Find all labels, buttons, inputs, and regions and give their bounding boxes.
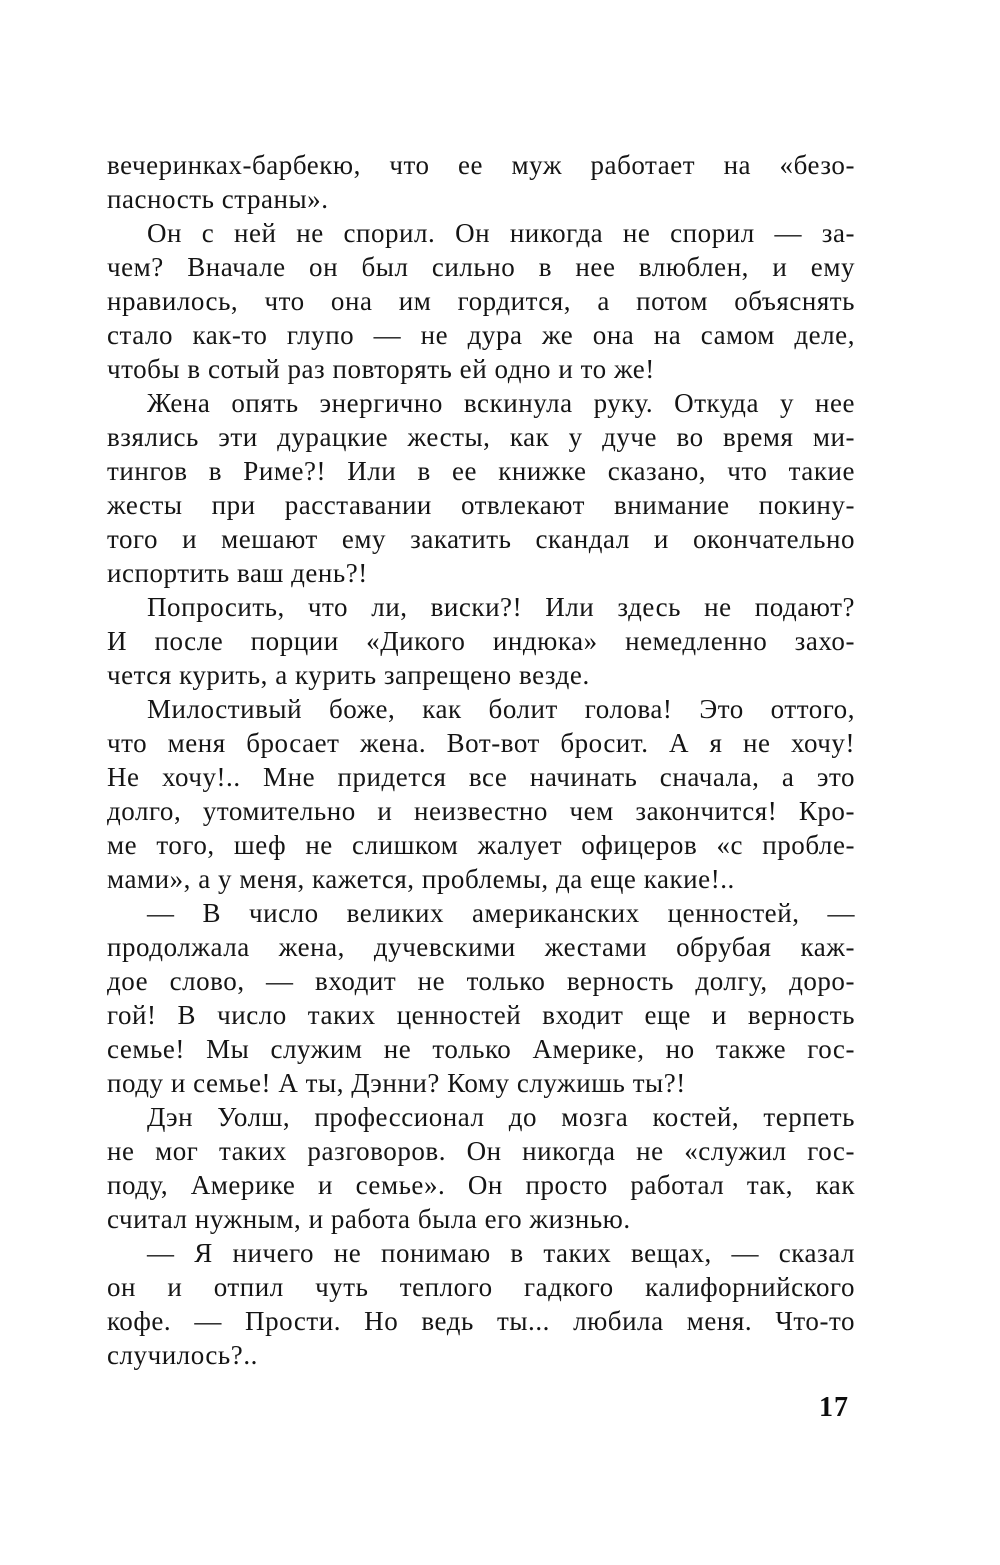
paragraph: [107, 590, 855, 692]
text-line: поду, Америке и семье». Он просто работал так, как: [107, 1170, 855, 1200]
text-line: вечеринках-барбекю, что ее муж работает на «безо-: [107, 150, 855, 180]
text-line: стало как-то глупо — не дура же она на самом деле,: [107, 320, 855, 350]
text-line: — Я ничего не понимаю в таких вещах, — сказал: [147, 1238, 855, 1268]
paragraph: [107, 148, 855, 216]
text-line: Дэн Уолш, профессионал до мозга костей, терпеть: [147, 1102, 855, 1132]
text-line: Попросить, что ли, виски?! Или здесь не подают?: [147, 592, 855, 622]
text-line: долго, утомительно и неизвестно чем закончится! Кро-: [107, 796, 855, 826]
text-line: Милостивый боже, как болит голова! Это оттого,: [147, 694, 855, 724]
text-line: он и отпил чуть теплого гадкого калифорнийского: [107, 1272, 855, 1302]
text-line: взялись эти дурацкие жесты, как у дуче во время ми-: [107, 422, 855, 452]
text-line: что меня бросает жена. Вот-вот бросит. А я не хочу!: [107, 728, 855, 758]
text-line: поду и семье! А ты, Дэнни? Кому служишь ты?!: [107, 1068, 686, 1098]
paragraph: [107, 216, 855, 386]
text-line: не мог таких разговоров. Он никогда не «служил гос-: [107, 1136, 855, 1166]
page-text: [107, 148, 855, 1372]
text-line: чтобы в сотый раз повторять ей одно и то же!: [107, 354, 655, 384]
text-line: кофе. — Прости. Но ведь ты... любила меня. Что-то: [107, 1306, 855, 1336]
text-line: считал нужным, и работа была его жизнью.: [107, 1204, 631, 1234]
paragraph: [107, 896, 855, 1100]
text-line: испортить ваш день?!: [107, 558, 368, 588]
paragraph: [107, 1236, 855, 1372]
text-line: гой! В число таких ценностей входит еще и верность: [107, 1000, 855, 1030]
text-line: того и мешают ему закатить скандал и окончательно: [107, 524, 855, 554]
text-line: Не хочу!.. Мне придется все начинать сначала, а это: [107, 762, 855, 792]
text-line: нравилось, что она им гордится, а потом объяснять: [107, 286, 855, 316]
text-line: продолжала жена, дучевскими жестами обрубая каж-: [107, 932, 855, 962]
text-line: мами», а у меня, кажется, проблемы, да еще какие!..: [107, 864, 735, 894]
text-line: чется курить, а курить запрещено везде.: [107, 660, 590, 690]
text-line: чем? Вначале он был сильно в нее влюблен, и ему: [107, 252, 855, 282]
text-line: пасность страны».: [107, 184, 329, 214]
text-line: дое слово, — входит не только верность долгу, доро-: [107, 966, 855, 996]
text-line: И после порции «Дикого индюка» немедленно захо-: [107, 626, 855, 656]
text-line: — В число великих американских ценностей, —: [147, 898, 855, 928]
paragraph: [107, 692, 855, 896]
text-line: ме того, шеф не слишком жалует офицеров «с пробле-: [107, 830, 855, 860]
text-line: семье! Мы служим не только Америке, но также гос-: [107, 1034, 855, 1064]
text-line: случилось?..: [107, 1340, 258, 1370]
text-line: тингов в Риме?! Или в ее книжке сказано, что такие: [107, 456, 855, 486]
text-line: жесты при расставании отвлекают внимание покину-: [107, 490, 855, 520]
page-number: 17: [819, 1392, 849, 1423]
paragraph: [107, 1100, 855, 1236]
text-line: Жена опять энергично вскинула руку. Откуда у нее: [147, 388, 855, 418]
text-line: Он с ней не спорил. Он никогда не спорил — за-: [147, 218, 855, 248]
paragraph: [107, 386, 855, 590]
